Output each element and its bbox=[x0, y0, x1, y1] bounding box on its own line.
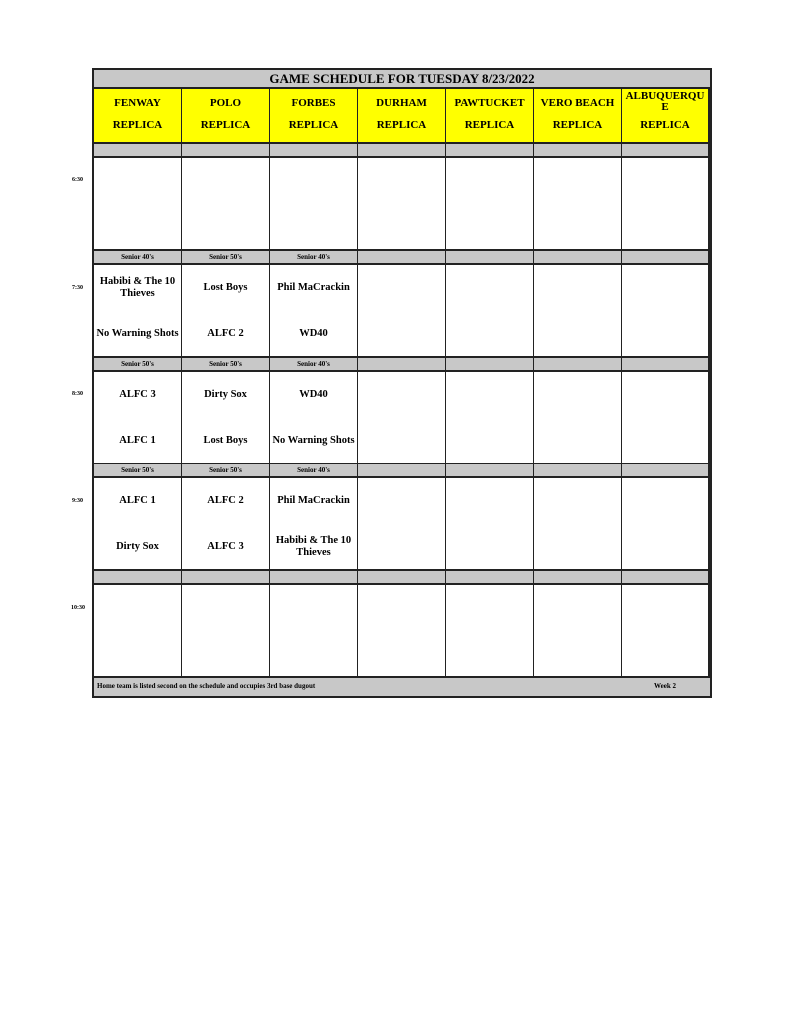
away-team: Phil MaCrackin bbox=[277, 495, 350, 506]
field-header bbox=[358, 89, 447, 144]
home-team bbox=[360, 321, 443, 347]
home-team bbox=[536, 534, 619, 560]
schedule-table bbox=[92, 68, 712, 698]
home-team bbox=[624, 321, 706, 347]
home-team bbox=[624, 641, 706, 667]
division-label bbox=[534, 144, 623, 158]
game-cell bbox=[622, 158, 710, 251]
away-team bbox=[360, 275, 443, 301]
division-label bbox=[94, 144, 183, 158]
game-cell bbox=[622, 372, 710, 465]
division-label: Senior 50's bbox=[182, 464, 271, 478]
away-team: Lost Boys bbox=[203, 282, 248, 293]
home-team bbox=[624, 214, 706, 240]
away-team bbox=[272, 595, 355, 621]
home-team: ALFC 3 bbox=[207, 541, 244, 552]
division-label bbox=[94, 571, 183, 585]
division-label bbox=[622, 571, 710, 585]
footer-note: Home team is listed second on the schedule and occupies 3rd base dugout bbox=[97, 682, 316, 690]
home-team bbox=[448, 428, 531, 454]
field-subtitle: REPLICA bbox=[288, 119, 339, 131]
game-cell bbox=[358, 158, 447, 251]
division-label bbox=[182, 571, 271, 585]
home-team: Habibi & The 10 Thieves bbox=[275, 535, 352, 558]
division-label bbox=[622, 251, 710, 265]
away-team: ALFC 3 bbox=[119, 389, 156, 400]
away-team bbox=[536, 595, 619, 621]
division-label bbox=[358, 358, 447, 372]
game-cell bbox=[270, 372, 359, 465]
home-team bbox=[536, 641, 619, 667]
field-subtitle: REPLICA bbox=[200, 119, 251, 131]
field-subtitle: REPLICA bbox=[376, 119, 427, 131]
division-label: Senior 50's bbox=[182, 251, 271, 265]
time-label: 10:30 bbox=[71, 605, 85, 611]
game-cell bbox=[358, 372, 447, 465]
division-label bbox=[534, 358, 623, 372]
division-label bbox=[534, 464, 623, 478]
home-team: ALFC 1 bbox=[119, 435, 156, 446]
division-label bbox=[622, 464, 710, 478]
away-team bbox=[448, 168, 531, 194]
away-team bbox=[536, 275, 619, 301]
away-team bbox=[448, 275, 531, 301]
game-cell bbox=[182, 265, 271, 358]
away-team: Habibi & The 10 Thieves bbox=[99, 276, 176, 299]
away-team bbox=[624, 382, 706, 408]
home-team: Dirty Sox bbox=[116, 541, 159, 552]
division-label bbox=[446, 571, 535, 585]
away-team bbox=[360, 595, 443, 621]
field-subtitle: REPLICA bbox=[112, 119, 163, 131]
division-label: Senior 40's bbox=[94, 251, 183, 265]
division-label: Senior 40's bbox=[270, 464, 359, 478]
division-label bbox=[270, 571, 359, 585]
home-team bbox=[360, 641, 443, 667]
division-label bbox=[446, 464, 535, 478]
away-team bbox=[96, 168, 179, 194]
home-team bbox=[184, 214, 267, 240]
time-label: 6:30 bbox=[72, 177, 83, 183]
away-team bbox=[624, 595, 706, 621]
home-team: Lost Boys bbox=[203, 435, 248, 446]
home-team: No Warning Shots bbox=[272, 435, 355, 446]
home-team: No Warning Shots bbox=[96, 328, 179, 339]
schedule-footer bbox=[94, 678, 710, 696]
time-label: 7:30 bbox=[72, 285, 83, 291]
away-team: Phil MaCrackin bbox=[277, 282, 350, 293]
home-team bbox=[448, 534, 531, 560]
field-header bbox=[94, 89, 183, 144]
away-team bbox=[624, 488, 706, 514]
game-cell bbox=[94, 372, 183, 465]
division-label bbox=[446, 358, 535, 372]
game-cell bbox=[446, 265, 535, 358]
game-cell bbox=[534, 372, 623, 465]
game-cell bbox=[534, 478, 623, 571]
game-cell bbox=[358, 265, 447, 358]
field-name: ALBUQUERQU E bbox=[625, 90, 705, 113]
home-team bbox=[96, 214, 179, 240]
field-name: FORBES bbox=[291, 97, 336, 109]
division-label bbox=[622, 358, 710, 372]
game-cell bbox=[446, 585, 535, 678]
field-name: VERO BEACH bbox=[540, 97, 615, 109]
division-label bbox=[270, 144, 359, 158]
division-label: Senior 40's bbox=[270, 358, 359, 372]
game-cell bbox=[534, 265, 623, 358]
home-team bbox=[360, 214, 443, 240]
game-cell bbox=[446, 158, 535, 251]
home-team bbox=[272, 641, 355, 667]
away-team bbox=[624, 275, 706, 301]
home-team bbox=[360, 428, 443, 454]
home-team bbox=[184, 641, 267, 667]
game-cell bbox=[182, 372, 271, 465]
home-team bbox=[96, 641, 179, 667]
game-cell bbox=[446, 478, 535, 571]
game-cell bbox=[534, 585, 623, 678]
away-team bbox=[448, 595, 531, 621]
away-team bbox=[272, 168, 355, 194]
game-cell bbox=[534, 158, 623, 251]
home-team bbox=[448, 641, 531, 667]
time-label: 8:30 bbox=[72, 391, 83, 397]
division-label bbox=[358, 464, 447, 478]
division-label bbox=[358, 251, 447, 265]
away-team bbox=[448, 488, 531, 514]
away-team bbox=[624, 168, 706, 194]
home-team bbox=[624, 534, 706, 560]
game-cell bbox=[270, 478, 359, 571]
division-label bbox=[358, 571, 447, 585]
game-cell bbox=[358, 585, 447, 678]
game-cell bbox=[182, 478, 271, 571]
division-label bbox=[534, 571, 623, 585]
division-label bbox=[446, 144, 535, 158]
division-label bbox=[446, 251, 535, 265]
away-team bbox=[360, 382, 443, 408]
division-label bbox=[182, 144, 271, 158]
game-cell bbox=[94, 585, 183, 678]
game-cell bbox=[94, 478, 183, 571]
division-label: Senior 50's bbox=[94, 464, 183, 478]
field-subtitle: REPLICA bbox=[640, 119, 690, 131]
schedule-title: GAME SCHEDULE FOR TUESDAY 8/23/2022 bbox=[94, 70, 710, 89]
home-team bbox=[448, 321, 531, 347]
home-team bbox=[360, 534, 443, 560]
away-team bbox=[448, 382, 531, 408]
home-team: WD40 bbox=[299, 328, 328, 339]
division-label: Senior 50's bbox=[182, 358, 271, 372]
division-label: Senior 50's bbox=[94, 358, 183, 372]
division-label bbox=[622, 144, 710, 158]
away-team bbox=[360, 488, 443, 514]
game-cell bbox=[358, 478, 447, 571]
game-cell bbox=[622, 585, 710, 678]
game-cell bbox=[94, 265, 183, 358]
away-team: ALFC 1 bbox=[119, 495, 156, 506]
game-cell bbox=[182, 158, 271, 251]
away-team bbox=[536, 488, 619, 514]
home-team bbox=[624, 428, 706, 454]
away-team bbox=[536, 382, 619, 408]
home-team bbox=[536, 214, 619, 240]
home-team bbox=[272, 214, 355, 240]
away-team: Dirty Sox bbox=[204, 389, 247, 400]
field-name: FENWAY bbox=[114, 97, 161, 109]
away-team bbox=[360, 168, 443, 194]
game-cell bbox=[270, 585, 359, 678]
week-label: Week 2 bbox=[654, 682, 676, 690]
game-cell bbox=[182, 585, 271, 678]
field-subtitle: REPLICA bbox=[464, 119, 515, 131]
away-team: ALFC 2 bbox=[207, 495, 244, 506]
field-header bbox=[182, 89, 271, 144]
field-header bbox=[446, 89, 535, 144]
division-label bbox=[534, 251, 623, 265]
field-subtitle: REPLICA bbox=[552, 119, 603, 131]
home-team bbox=[448, 214, 531, 240]
field-header bbox=[534, 89, 623, 144]
away-team: WD40 bbox=[299, 389, 328, 400]
home-team bbox=[536, 428, 619, 454]
field-name: POLO bbox=[209, 97, 242, 109]
away-team bbox=[184, 168, 267, 194]
field-name: PAWTUCKET bbox=[454, 97, 525, 109]
home-team bbox=[536, 321, 619, 347]
time-label: 9:30 bbox=[72, 498, 83, 504]
game-cell bbox=[622, 478, 710, 571]
field-header bbox=[270, 89, 359, 144]
away-team bbox=[184, 595, 267, 621]
division-label bbox=[358, 144, 447, 158]
field-header bbox=[622, 89, 710, 144]
field-name: DURHAM bbox=[376, 97, 427, 109]
game-cell bbox=[270, 158, 359, 251]
game-cell bbox=[446, 372, 535, 465]
game-cell bbox=[94, 158, 183, 251]
away-team bbox=[536, 168, 619, 194]
division-label: Senior 40's bbox=[270, 251, 359, 265]
home-team: ALFC 2 bbox=[207, 328, 244, 339]
away-team bbox=[96, 595, 179, 621]
game-cell bbox=[622, 265, 710, 358]
game-cell bbox=[270, 265, 359, 358]
